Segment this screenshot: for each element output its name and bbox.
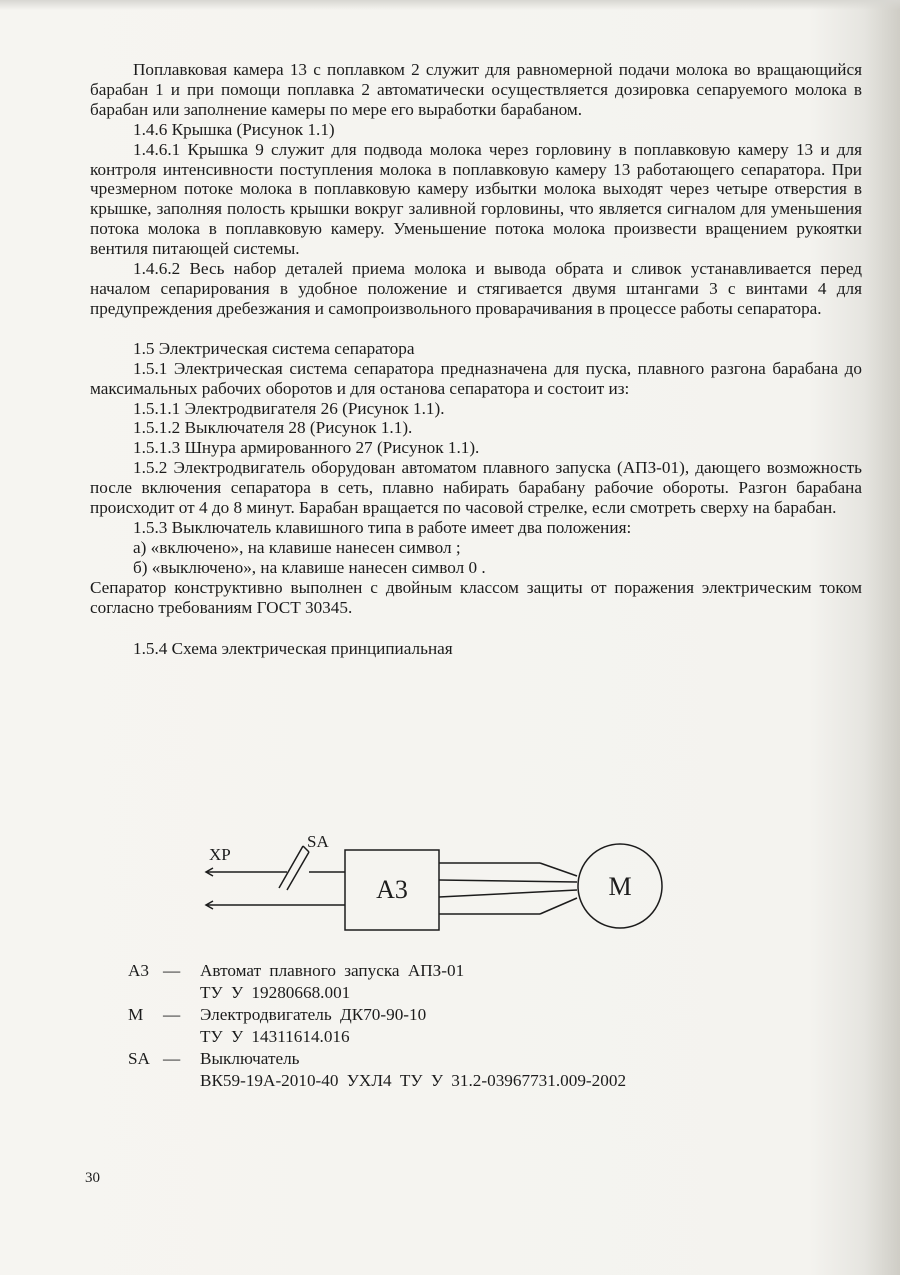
- sa-label: SA: [307, 832, 329, 851]
- a3-label: А3: [376, 875, 408, 904]
- item-b-off: б) «выключено», на клавише нанесен символ 0 .: [133, 557, 486, 577]
- scan-shadow: [0, 0, 900, 10]
- legend-description: Электродвигатель ДК70-90-10: [200, 1005, 427, 1024]
- legend-description: Выключатель: [200, 1049, 300, 1068]
- item-a-on: а) «включено», на клавише нанесен символ ;: [133, 537, 461, 557]
- m-label: М: [608, 872, 632, 901]
- body-text: [90, 60, 862, 659]
- paragraph-1-5-1-1: 1.5.1.1 Электродвигателя 26 (Рисунок 1.1).: [133, 398, 445, 418]
- electrical-schematic: [195, 828, 670, 938]
- paragraph-1-5-1: 1.5.1 Электрическая система сепаратора предназначена для пуска, плавного разгона барабана до максимальных рабочих оборотов и для останова сепаратора и состоит из:: [90, 358, 862, 398]
- paragraph-1-5-1-3: 1.5.1.3 Шнура армированного 27 (Рисунок 1.1).: [133, 438, 480, 458]
- legend-dash: —: [163, 961, 181, 980]
- paragraph-1-5-2: 1.5.2 Электродвигатель оборудован автоматом плавного запуска (АПЗ-01), дающего возможность после включения сепаратора в сеть, плавно набирать барабану рабочие обороты. Разгон барабана происходит от 4 до 8 минут. Барабан вращается по часовой стрелке, если смотреть сверху на барабан.: [90, 458, 862, 518]
- paragraph-1-4-6-2: 1.4.6.2 Весь набор деталей приема молока и вывода обрата и сливок устанавливается перед началом сепарирования в удобное положение и стягивается двумя штангами 3 с винтами 4 для предупреждения дребезжания и самопроизвольного проварачивания в процессе работы сепаратора.: [90, 259, 862, 318]
- legend-spec: ВК59-19А-2010-40 УХЛ4 ТУ У 31.2-03967731.009-2002: [200, 1071, 627, 1090]
- legend-code: А3: [128, 961, 150, 980]
- heading-1-5: 1.5 Электрическая система сепаратора: [133, 338, 415, 358]
- legend-description: Автомат плавного запуска АПЗ-01: [200, 961, 465, 980]
- legend-code: М: [128, 1005, 144, 1024]
- switch-sa-contact-2: [287, 852, 309, 890]
- heading-1-5-4: 1.5.4 Схема электрическая принципиальная: [133, 639, 453, 659]
- legend-code: SA: [128, 1049, 150, 1068]
- paragraph-1-5-3: 1.5.3 Выключатель клавишного типа в работе имеет два положения:: [133, 517, 632, 537]
- paragraph-protection-class: Сепаратор конструктивно выполнен с двойным классом защиты от поражения электрическим током согласно требованиям ГОСТ 30345.: [90, 577, 862, 617]
- paragraph-1-4-6-1: 1.4.6.1 Крышка 9 служит для подвода молока через горловину в поплавковую камеру 13 и для контроля интенсивности поступления молока в поплавковую камеру 13 работающего сепаратора. При чрезмерном потоке молока в поплавковую камеру избытки молока выходят через четыре отверстия в крышке, заполняя полость крышки вокруг заливной горловины, что является сигналом для уменьшения потока молока в поплавковую камеру. Уменьшение потока молока произвести вращением рукоятки вентиля питающей системы.: [90, 139, 862, 259]
- paragraph-float-chamber: Поплавковая камера 13 с поплавком 2 служит для равномерной подачи молока во вращающийся барабан 1 и при помощи поплавка 2 автоматически осуществляется дозировка сепаруемого молока в барабан или заполнение камеры по мере его выработки барабаном.: [90, 60, 862, 119]
- page-number: 30: [85, 1170, 100, 1186]
- paragraph-1-5-1-2: 1.5.1.2 Выключателя 28 (Рисунок 1.1).: [133, 418, 413, 438]
- heading-1-4-6: 1.4.6 Крышка (Рисунок 1.1): [133, 119, 335, 139]
- legend-dash: —: [163, 1049, 181, 1068]
- legend-spec: ТУ У 14311614.016: [200, 1027, 350, 1046]
- legend-spec: ТУ У 19280668.001: [200, 983, 351, 1002]
- legend-dash: —: [163, 1005, 181, 1024]
- xp-label: ХР: [209, 845, 231, 864]
